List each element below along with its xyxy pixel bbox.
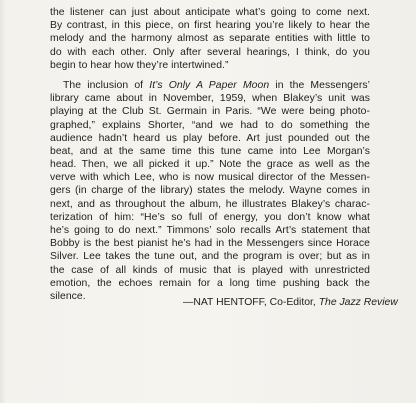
author-credit: —NAT HENTOFF, Co-Editor, The Jazz Review [183,297,398,308]
song-title: It’s Only A Paper Moon [149,79,270,91]
text-line: verve with which Lee, who is now musical director of the Messen- [50,172,370,184]
text-line: By contrast, in this piece, on first hearing you’re likely to hear the [50,20,370,32]
page-edge-shadow [0,0,6,403]
text-line: library came about in November, 1959, when Blakey’s unit was [50,93,370,105]
text-line: do with each other. Only after several hearings, I think, do you [50,46,370,58]
text-line: the case of all kinds of music that is played with unrestricted [50,264,370,276]
text-line: silence. [50,290,86,302]
text-line: graphed,” explains Shorter, “and we had to do something the [50,119,370,131]
text-line: Silver. Lee takes the tune out, and the program is over; but as in [50,251,370,263]
text-line: head. Then, we all picked it up.” Note the grace as well as the [50,159,370,171]
text-line: next, and as throughout the album, he illustrates Blakey’s charac- [50,198,370,210]
publication-title: The Jazz Review [318,297,398,308]
text-line: terization of him: “He’s so full of energy, you don’t know what [50,211,370,223]
paragraph-spacer [50,72,370,79]
text-line: The inclusion of It’s Only A Paper Moon in the Messengers’ [63,79,370,91]
text-line: audience hadn’t heard us play before. Art just pounded out the [50,132,370,144]
text-line: he’s going to do next.” Timmons’ solo recalls Art’s statement that [50,225,370,236]
text-line: begin to hear how they’re intertwined.” [50,59,229,71]
text-line: Bobby is the best pianist he’s had in the Messengers since Horace [50,238,370,250]
liner-notes-text [50,6,370,303]
text-line: gers (in charge of the library) states the melody. Wayne comes in [50,185,370,197]
text-line: the listener can just about anticipate what’s going to come next. [50,7,370,18]
text-line: melody and the harmony almost as separate entities with little to [50,33,370,45]
text-line: emotion, the echoes remain for a long time pushing back the [50,277,370,289]
text-line: playing at the Club St. Germain in Paris. “We were being photo- [50,106,370,118]
text-line: beat, and at the same time this tune came into Lee Morgan’s [50,145,370,157]
